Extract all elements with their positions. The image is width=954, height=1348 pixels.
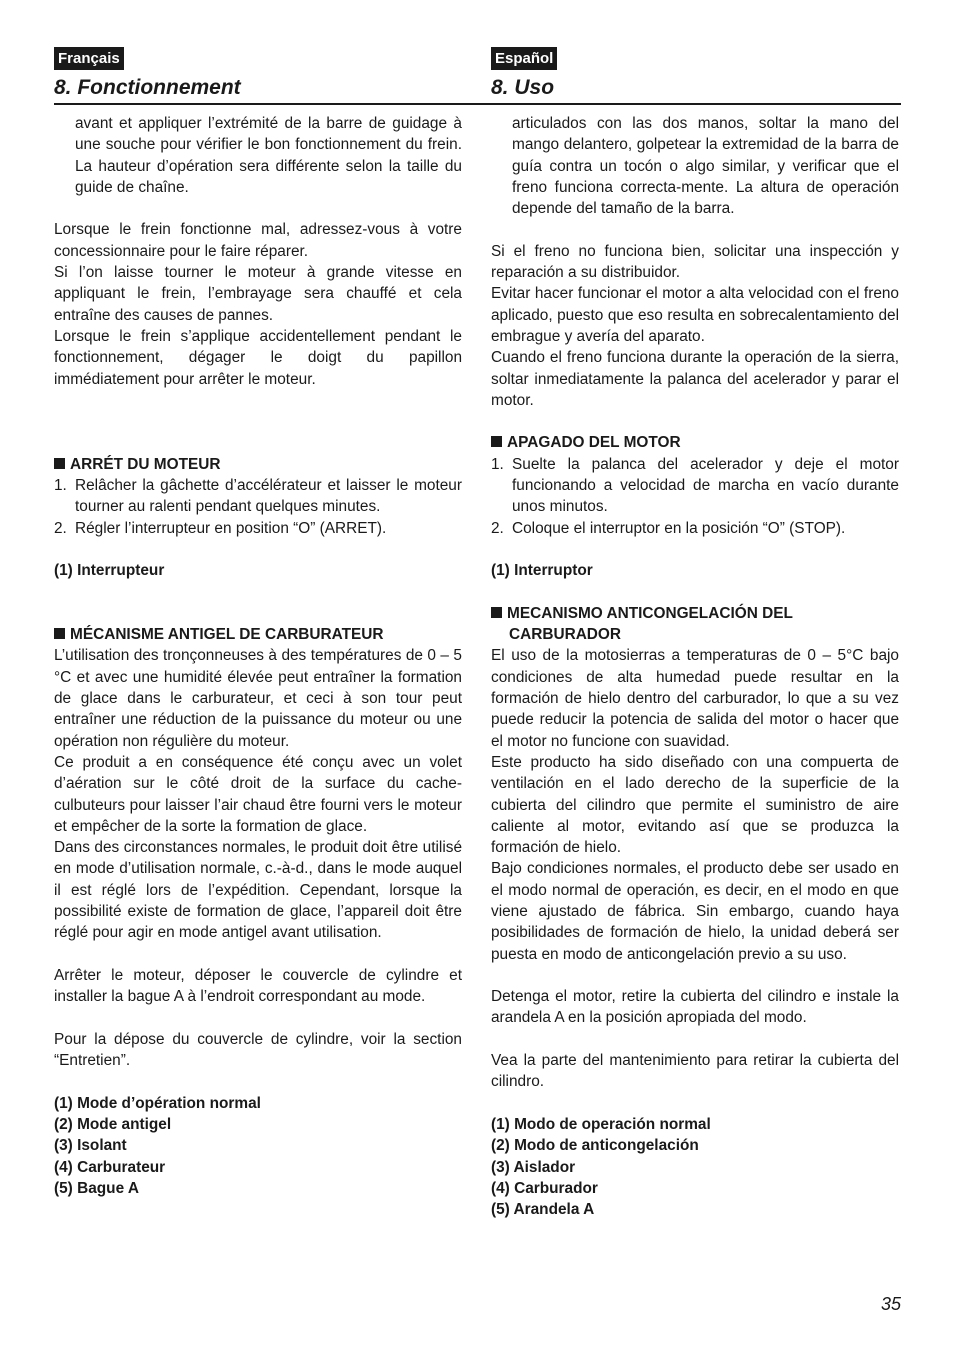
square-bullet-icon (54, 628, 65, 639)
figure-caption-switch: (1) Interrupteur (54, 562, 165, 580)
paragraph-brake-clutch: Si l’on laisse tourner le moteur à grande vitesse en appliquant le frein, l’embrayage sera chauffé et cela entraîne des causes de pannes. (54, 264, 462, 324)
heading-engine-stop: ARRÉT DU MOTEUR (54, 454, 462, 475)
paragraph-antifreeze-2: Ce produit a en conséquence été conçu avec un volet d’aération sur le côté droit de la surface du cache-culbuteurs pour laisser l’air chaud être fourni vers le moteur et empêcher de la sorte la formation de glace. (54, 753, 462, 835)
section-title-french: 8. Fonctionnement (54, 76, 241, 99)
square-bullet-icon (54, 458, 65, 469)
paragraph-brake-fault: Si el freno no funciona bien, solicitar una inspección y reparación a su distribuidor. (491, 242, 899, 282)
paragraph-antifreeze-5: Pour la dépose du couvercle de cylindre, voir la section “Entretien”. (54, 1030, 462, 1070)
paragraph-antifreeze-5: Vea la parte del mantenimiento para retirar la cubierta del cilindro. (491, 1052, 899, 1091)
heading-engine-stop: APAGADO DEL MOTOR (491, 432, 899, 453)
engine-stop-steps (491, 454, 899, 539)
list-item: 2. Régler l’interrupteur en position “O” (ARRET). (54, 519, 387, 537)
paragraph-antifreeze-1: L’utilisation des tronçonneuses à des températures de 0 – 5 °C et avec une humidité élevée peut entraîner la formation de glace dans le carburateur, et ceci à son tour peut entraîner une réduction de la puissance du moteur ou une opération non régulière du moteur. (54, 647, 462, 750)
figure-caption: (3) Aislador (491, 1158, 576, 1176)
figure-caption: (2) Mode antigel (54, 1115, 172, 1133)
paragraph-antifreeze-4: Detenga el motor, retire la cubierta del cilindro e instale la arandela A en la posición apropiada del modo. (491, 988, 899, 1027)
language-badge-spanish: Español (491, 47, 557, 70)
list-item: 2. Coloque el interruptor en la posición “O” (STOP). (491, 519, 846, 537)
paragraph-brake-accidental: Lorsque le frein s’applique accidentellement pendant le fonctionnement, dégager le doigt du papillon immédiatement pour arrêter le moteur. (54, 327, 462, 388)
figure-caption: (5) Bague A (54, 1179, 139, 1197)
list-item: 1. Suelte la palanca del acelerador y deje el motor funcionando a velocidad de marcha en vacío durante unos minutos. (491, 455, 899, 516)
engine-stop-steps (54, 475, 462, 539)
figure-caption: (5) Arandela A (491, 1201, 595, 1219)
figure-caption-switch: (1) Interruptor (491, 562, 593, 580)
figure-caption: (1) Modo de operación normal (491, 1115, 711, 1133)
paragraph-continuation: articulados con las dos manos, soltar la mano del mango delantero, golpetear la extremidad de la barra de guía contra un tocón o algo similar, y verificar que el freno funciona correcta-mente. La altura de operación depende del tamaño de la barra. (512, 115, 899, 218)
paragraph-antifreeze-1: El uso de la motosierras a temperaturas de 0 – 5°C bajo condiciones de alta humedad puede resultar en la formación de hielo dentro del carburador, lo que a su vez puede reducir la potencia de salida del motor o hacer que el motor no funcione con suavidad. (491, 647, 899, 750)
figure-caption: (2) Modo de anticongelación (491, 1137, 699, 1155)
language-badge-french: Français (54, 47, 124, 70)
page-number: 35 (880, 1294, 901, 1314)
paragraph-antifreeze-3: Dans des circonstances normales, le produit doit être utilisé en mode d’utilisation normale, c.-à-d., dans le mode auquel il est réglé lors de l’expédition. Cependant, lorsque la possibilité existe de formation de glace, l’appareil doit être réglé pour agir en mode antigel avant utilisation. (54, 839, 462, 942)
paragraph-brake-clutch: Evitar hacer funcionar el motor a alta velocidad con el freno aplicado, puesto que eso resulta en sobrecalentamiento del embrague y avería del aparato. (491, 285, 899, 345)
paragraph-antifreeze-3: Bajo condiciones normales, el producto debe ser usado en el modo normal de operación, es decir, en el modo en que viene ajustado de fábrica. Sin embargo, cuando haya posibilidades de formación de hielo, la unidad deberá ser puesta en modo de anticongelación previo a su uso. (491, 860, 899, 963)
header-rule (54, 103, 901, 105)
body-french (54, 113, 462, 1199)
figure-caption: (1) Mode d’opération normal (54, 1094, 261, 1112)
paragraph-antifreeze-4: Arrêter le moteur, déposer le couvercle de cylindre et installer la bague A à l’endroit correspondant au mode. (54, 966, 462, 1006)
figure-caption: (4) Carburador (491, 1179, 598, 1197)
list-item: 1. Relâcher la gâchette d’accélérateur et laisser le moteur tourner au ralenti pendant quelques minutes. (54, 477, 462, 516)
paragraph-antifreeze-2: Este producto ha sido diseñado con una compuerta de ventilación en el lado derecho de la superficie de la cubierta del cilindro que permite el suministro de aire caliente al motor, evitando así que se produzca la formación de hielo. (491, 753, 899, 857)
paragraph-continuation: avant et appliquer l’extrémité de la barre de guidage à une souche pour vérifier le bon fonctionnement du frein. La hauteur d’opération sera différente selon la taille du guide de chaîne. (75, 115, 462, 196)
heading-antifreeze: MÉCANISME ANTIGEL DE CARBURATEUR (54, 624, 462, 645)
figure-caption: (4) Carburateur (54, 1158, 166, 1176)
figure-caption: (3) Isolant (54, 1137, 127, 1155)
paragraph-brake-fault: Lorsque le frein fonctionne mal, adressez-vous à votre concessionnaire pour le faire réparer. (54, 221, 462, 260)
square-bullet-icon (491, 607, 502, 618)
square-bullet-icon (491, 436, 502, 447)
heading-antifreeze: MECANISMO ANTICONGELACIÓN DEL CARBURADOR (491, 603, 899, 646)
body-spanish (491, 113, 899, 1220)
section-title-spanish: 8. Uso (491, 76, 555, 99)
paragraph-brake-accidental: Cuando el freno funciona durante la operación de la sierra, soltar inmediatamente la palanca del acelerador y parar el motor. (491, 349, 899, 409)
